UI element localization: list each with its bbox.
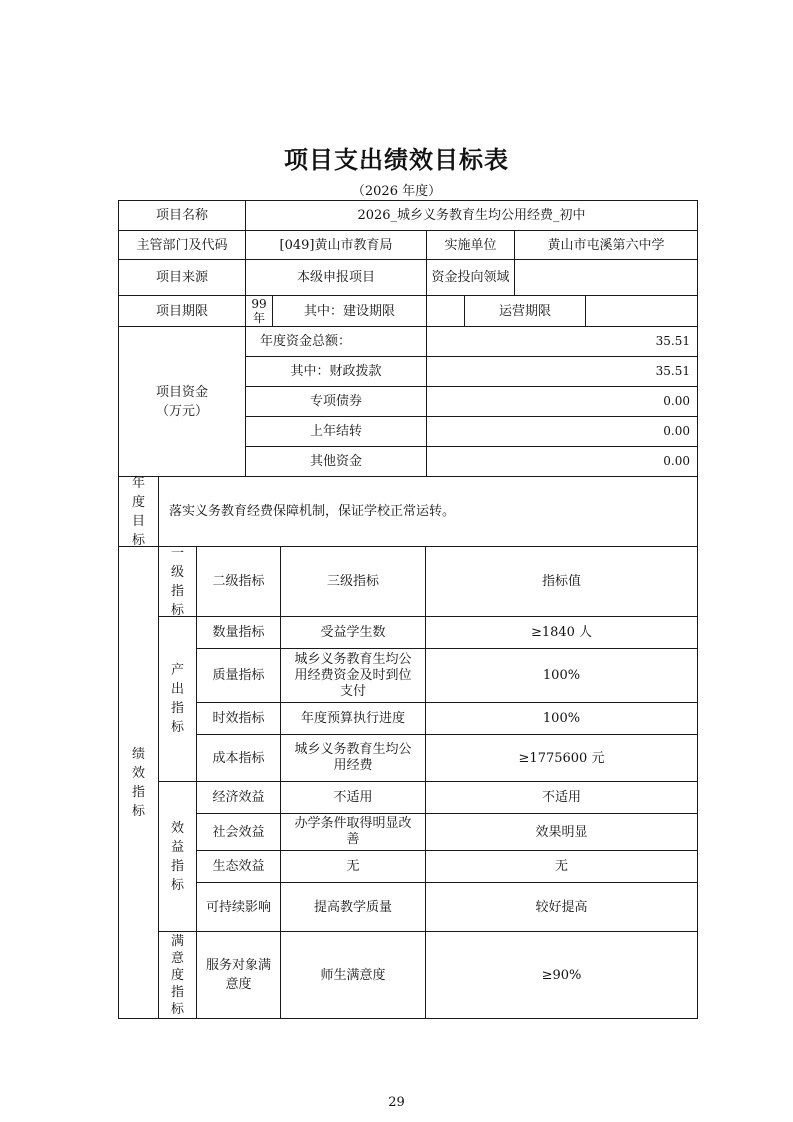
level3-cell: 提高教学质量 — [280, 882, 425, 931]
level3-cell: 受益学生数 — [280, 616, 425, 648]
invest-label: 资金投向领域 — [431, 270, 510, 285]
value-cell: 100% — [425, 702, 698, 734]
funds-row-value: 35.51 — [426, 356, 698, 386]
level1-cell — [158, 781, 196, 931]
funds-label: 项目资金 （万元） — [155, 384, 208, 419]
level2-cell: 数量指标 — [196, 616, 280, 648]
value-cell: ≥1775600 元 — [425, 734, 698, 781]
period-value-cell — [245, 295, 272, 326]
level3-cell — [280, 813, 425, 850]
period-value: 99 年 — [251, 297, 267, 325]
header-level2: 二级指标 — [196, 546, 280, 616]
funds-row-value: 35.51 — [426, 326, 698, 356]
source-value: 本级申报项目 — [245, 259, 426, 295]
level3-text: 办学条件取得明显改善 — [294, 816, 412, 847]
level2-cell: 经济效益 — [196, 781, 280, 813]
dept-label: 主管部门及代码 — [118, 230, 245, 259]
annual-goal-label: 年度目标 — [131, 475, 145, 548]
funds-row-label: 专项债券 — [245, 386, 426, 416]
period-label: 项目期限 — [118, 295, 245, 326]
header-level3: 三级指标 — [280, 546, 425, 616]
header-level1-cell — [158, 546, 196, 616]
level2-cell: 社会效益 — [196, 813, 280, 850]
funds-row-label: 上年结转 — [245, 416, 426, 446]
funds-row-value: 0.00 — [426, 386, 698, 416]
annual-goal-text: 落实义务教育经费保障机制，保证学校正常运转。 — [158, 476, 698, 546]
level1-label: 满意度指标 — [170, 933, 184, 1017]
level1-cell — [158, 931, 196, 1019]
header-level1: 一级指标 — [170, 545, 184, 618]
level2-text: 服务对象满意度 — [205, 958, 271, 992]
page-number: 29 — [388, 1095, 405, 1110]
level3-cell — [280, 648, 425, 702]
value-cell: 无 — [425, 850, 698, 882]
level1-cell — [158, 616, 196, 781]
build-period-label: 其中：建设期限 — [272, 295, 426, 326]
value-cell: 效果明显 — [425, 813, 698, 850]
level3-cell: 年度预算执行进度 — [280, 702, 425, 734]
level2-cell: 质量指标 — [196, 648, 280, 702]
document-year: （2026 年度） — [351, 184, 442, 199]
operate-period-value — [585, 295, 698, 326]
level1-label: 效益指标 — [170, 820, 184, 893]
level2-cell: 时效指标 — [196, 702, 280, 734]
funds-label-cell — [118, 326, 245, 476]
unit-value: 黄山市屯溪第六中学 — [514, 230, 698, 259]
operate-period-label: 运营期限 — [464, 295, 585, 326]
level2-cell: 生态效益 — [196, 850, 280, 882]
header-value: 指标值 — [425, 546, 698, 616]
invest-value — [514, 259, 698, 295]
unit-label: 实施单位 — [426, 230, 514, 259]
value-cell: 不适用 — [425, 781, 698, 813]
level3-text: 城乡义务教育生均公用经费 — [294, 742, 412, 773]
level3-cell — [280, 734, 425, 781]
funds-row-value: 0.00 — [426, 416, 698, 446]
level3-cell: 师生满意度 — [280, 931, 425, 1019]
value-cell: 较好提高 — [425, 882, 698, 931]
project-name-label: 项目名称 — [118, 200, 245, 230]
level3-text: 城乡义务教育生均公用经费资金及时到位支付 — [294, 651, 412, 699]
indicators-label-cell — [118, 546, 158, 1019]
funds-row-value: 0.00 — [426, 446, 698, 476]
invest-label-cell — [426, 259, 514, 295]
level2-cell: 可持续影响 — [196, 882, 280, 931]
project-name-value: 2026_城乡义务教育生均公用经费_初中 — [245, 200, 698, 230]
funds-row-label: 其中：财政拨款 — [245, 356, 426, 386]
level2-cell: 成本指标 — [196, 734, 280, 781]
level2-cell — [196, 931, 280, 1019]
build-period-value — [426, 295, 464, 326]
funds-row-label: 其他资金 — [245, 446, 426, 476]
level3-cell: 无 — [280, 850, 425, 882]
value-cell: 100% — [425, 648, 698, 702]
level3-cell: 不适用 — [280, 781, 425, 813]
value-cell: ≥90% — [425, 931, 698, 1019]
indicators-label: 绩效指标 — [131, 746, 145, 819]
document-title: 项目支出绩效目标表 — [284, 146, 509, 174]
level1-label: 产出指标 — [170, 663, 184, 735]
dept-value: [049]黄山市教育局 — [245, 230, 426, 259]
source-label: 项目来源 — [118, 259, 245, 295]
value-cell: ≥1840 人 — [425, 616, 698, 648]
funds-row-label: 年度资金总额： — [245, 326, 426, 356]
annual-goal-label-cell — [118, 476, 158, 546]
